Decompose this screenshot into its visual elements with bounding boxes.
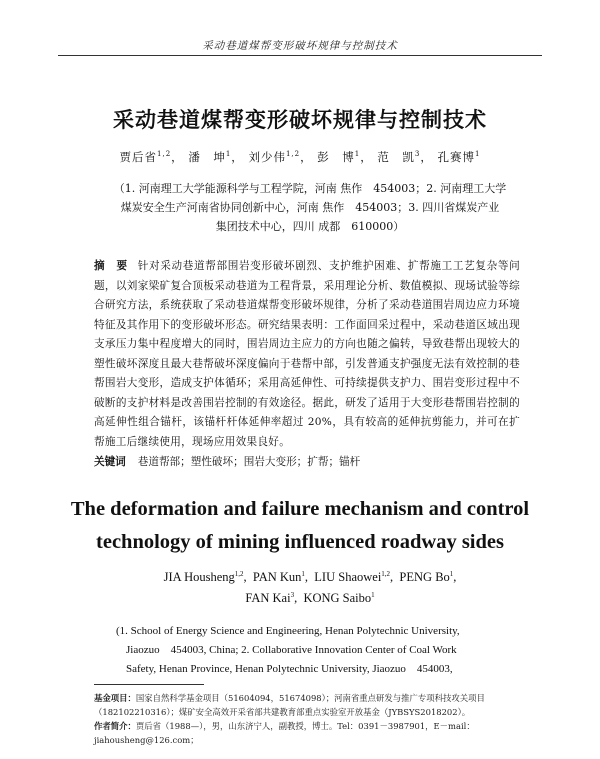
abstract-text: 针对采动巷道帮部围岩变形破坏剧烈、支护维护困难、扩帮施工工艺复杂等问题，以刘家梁矿复合顶板采动巷道为工程背景，采用理论分析、数值模拟、现场试验等综合研究方法，系统获取了采动巷道煤帮变形破坏规律，分析了采动巷道围岩周边应力环境特征及其作用下的变形破坏形态。研究结果表明：工作面回采过程中，采动巷道区域出现支承压力集中程度增大的同时，围岩周边主应力的方向也随之偏转，导致巷帮出现较大的塑性破坏深度且最大巷帮破坏深度偏向于巷帮中部，引发普通支护强度无法有效控制的巷帮围岩大变形，造成支护体循环；采用高延伸性、可持续提供支护力、围岩变形过程中不破断的支护材料是改善围岩控制的有效途径。据此，研发了适用于大变形巷帮围岩控制的高延伸性组合锚杆，该锚杆杆体延伸率超过 20%，具有较高的延伸抗剪能力，并可在扩帮施工后继续使用，现场应用效果良好。 [94,260,520,448]
affiliation-en [116,622,510,679]
footnote-author: 作者简介：贾后省（1988—），男，山东济宁人，副教授，博士。Tel：0391－3987901，E－mail：jiahousheng@126.com； [94,721,475,745]
page-title-en [50,493,550,559]
keywords-label: 关键词 [94,456,126,468]
author-cn: 范 凯$^3$ [377,150,421,164]
author-cn: 刘少伟$^{1,2}$ [248,150,301,164]
authors-cn: 贾后省$^{1,2}$， 潘 坤$^1$， 刘少伟$^{1,2}$， 彭 博$^1$， 范 凯$^3$， 孔赛博$^1$ [119,150,481,164]
author-cn: 彭 博$^1$ [317,150,361,164]
abstract-label: 摘 要 [94,260,128,272]
affiliation-cn-line: （1. 河南理工大学能源科学与工程学院，河南 焦作 454003；2. 河南理工大学 [113,182,507,195]
author-cn: 贾后省$^{1,2}$ [119,150,172,164]
affiliation-cn [100,179,520,236]
author-cn: 孔赛博$^1$ [437,150,481,164]
author-cn: 潘 坤$^1$ [188,150,232,164]
affiliation-cn-line: 煤炭安全生产河南省协同创新中心，河南 焦作 454003；3. 四川省煤炭产业 [120,201,500,214]
keywords-text: 巷道帮部；塑性破坏；围岩大变形；扩帮；锚杆 [137,456,361,468]
running-header: 采动巷道煤帮变形破坏规律与控制技术 [202,40,398,52]
footnote-rule [94,684,204,685]
title-en-line: technology of mining influenced roadway sides [96,531,504,553]
author-en: FAN Kai$^3$ [245,590,295,605]
footnote-fund: 基金项目：国家自然科学基金项目（51604094，51674098）；河南省重点研发与推广专项科技攻关项目（182102210316）；煤矿安全高效开采省部共建教育部重点实验室开放基金（JYBSYS2018202）。 [94,693,485,717]
affiliation-cn-line: 集团技术中心，四川 成都 610000） [215,220,405,233]
page-title-cn: 采动巷道煤帮变形破坏规律与控制技术 [113,107,487,132]
author-en: JIA Housheng$^{1,2}$ [163,569,244,584]
author-en: PENG Bo$^1$ [399,569,454,584]
header-rule [58,55,542,56]
author-en: PAN Kun$^1$ [252,569,305,584]
keywords-cn [94,453,520,472]
affiliation-en-line: (1. School of Energy Science and Engineering, Henan Polytechnic University, [116,625,460,637]
title-en-line: The deformation and failure mechanism and control [70,498,530,520]
abstract-cn [94,257,520,452]
affiliation-en-line: Jiaozuo 454003, China; 2. Collaborative Innovation Center of Coal Work [126,644,457,656]
footnotes [94,691,534,747]
affiliation-en-line: Safety, Henan Province, Henan Polytechnic University, Jiaozuo 454003, [126,663,453,675]
authors-en: JIA Housheng$^{1,2}$, PAN Kun$^1$, LIU Shaowei$^{1,2}$, PENG Bo$^1$, FAN Kai$^3$, KONG Saibo$^1$ [163,569,457,605]
author-en: KONG Saibo$^1$ [303,590,375,605]
author-en: LIU Shaowei$^{1,2}$ [314,569,391,584]
